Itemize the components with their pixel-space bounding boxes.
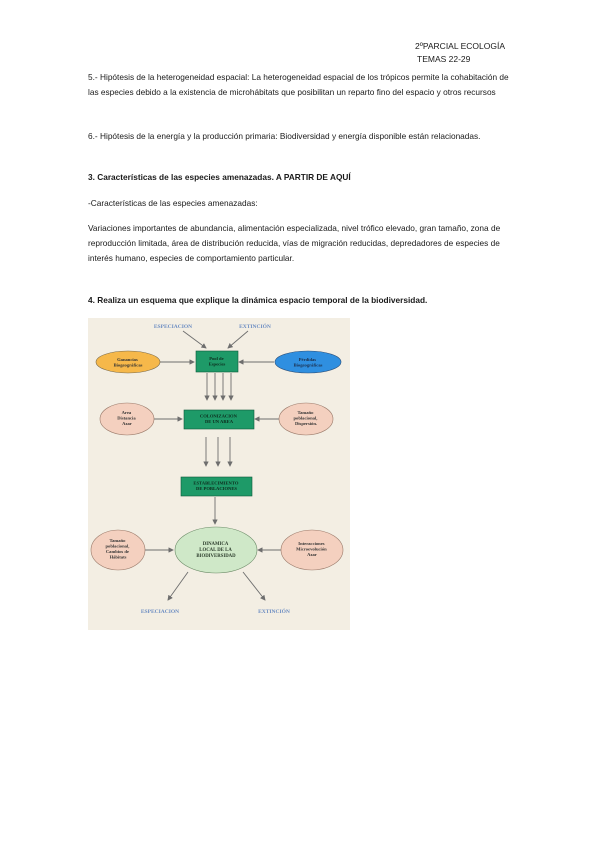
paragraph-hypothesis-5: 5.- Hipótesis de la heterogeneidad espacial: La heterogeneidad espacial de los trópicos permite la cohabitación de las especies debido a la existencia de microhábitats que posibilitan un reparto fino del espacio y otros recursos <box>88 72 509 97</box>
diagram-canvas <box>88 318 350 630</box>
text-line: poblacional, <box>293 415 318 421</box>
heading-section-4: 4. Realiza un esquema que explique la dinámica espacio temporal de la biodiversidad. <box>88 295 428 305</box>
page-header <box>415 40 505 66</box>
text-line: Interacciones <box>298 541 325 546</box>
text-line: Pool de <box>209 356 224 361</box>
text-line: Dispersión. <box>294 421 318 426</box>
biodiversity-dynamics-diagram <box>88 318 350 630</box>
label-extinction-bottom: EXTINCIÓN <box>258 609 290 615</box>
text-line: Especies <box>208 361 226 367</box>
text-line: Biogeográficas <box>113 362 143 368</box>
text-biogeographic-gains <box>114 357 143 368</box>
text-line: Distancia <box>117 415 136 421</box>
text-line: Pérdidas <box>298 357 317 362</box>
text-line: DINAMICA <box>202 542 229 547</box>
text-line: Azar <box>122 421 132 426</box>
text-line: Biogeográficas <box>293 362 323 368</box>
text-population-establishment <box>193 481 239 492</box>
label-speciation-bottom: ESPECIACION <box>140 609 180 615</box>
paragraph-threatened-traits: Variaciones importantes de abundancia, alimentación especializada, nivel trófico elevado, gran tamaño, zona de reproducción limitada, área de distribución reducida, vías de migración reducidas, depredadores de especies de interés humano, especies de comportamiento particular. <box>88 223 501 263</box>
text-line: LOCAL DE LA <box>199 548 232 553</box>
text-line: Hábitats <box>109 554 127 560</box>
arrow-dynamics-to-extinction <box>243 572 265 600</box>
text-line: Tamaño <box>109 538 126 543</box>
text-line: Cambios de <box>105 549 129 554</box>
text-line: Ganancias <box>117 357 138 362</box>
text-line: COLONIZACION <box>199 413 237 419</box>
text-line: Tamaño <box>297 410 314 415</box>
text-line: DE UN AREA <box>204 419 234 424</box>
text-line: Area <box>121 410 132 415</box>
text-line: Microevolución <box>296 546 327 552</box>
text-area-colonization <box>200 414 238 425</box>
arrow-dynamics-to-speciation <box>168 572 188 600</box>
label-speciation-top: ESPECIACION <box>153 324 193 330</box>
text-line: ESTABLECIMIENTO <box>193 480 239 486</box>
header-topics: TEMAS 22-29 <box>417 54 471 64</box>
text-line: BIODIVERSIDAD <box>196 554 236 559</box>
text-line: Azar <box>307 552 317 557</box>
header-course: 2ºPARCIAL ECOLOGÍA <box>415 41 506 51</box>
text-line: poblacional, <box>105 543 130 549</box>
paragraph-hypothesis-6: 6.- Hipótesis de la energía y la producción primaria: Biodiversidad y energía disponible están relacionadas. <box>88 131 481 141</box>
label-extinction-top: EXTINCIÓN <box>239 324 271 330</box>
text-line: DE POBLACIONES <box>196 486 237 491</box>
heading-section-3: 3. Características de las especies amenazadas. A PARTIR DE AQUÍ <box>88 172 351 182</box>
text-species-pool <box>209 356 226 367</box>
subheading-section-3: -Características de las especies amenazadas: <box>88 198 258 208</box>
arrow-speciation-to-pool <box>183 331 206 348</box>
arrow-extinction-to-pool <box>228 331 248 348</box>
